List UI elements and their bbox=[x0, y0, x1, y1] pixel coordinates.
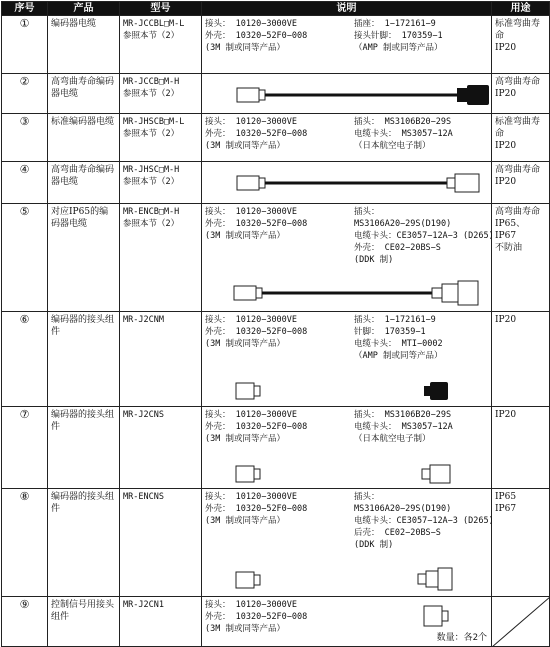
row-no: ⑦ bbox=[2, 407, 48, 489]
connector-shell-icon bbox=[234, 569, 264, 591]
use-line: IP65 bbox=[495, 492, 517, 502]
header-product: 产品 bbox=[48, 2, 120, 16]
desc-line: 外壳： 10320−52F0−008 bbox=[205, 129, 308, 139]
desc-left bbox=[205, 206, 355, 242]
use-line: 高弯曲寿命 bbox=[495, 207, 541, 217]
desc-line: (3M 制或同等产品） bbox=[205, 43, 285, 53]
desc-line: 插头： MS3106B20−29S bbox=[354, 410, 452, 420]
row-no: ① bbox=[2, 16, 48, 74]
row-product: 编码器的接头组件 bbox=[48, 407, 120, 489]
model-line: 参照本节（2） bbox=[123, 89, 180, 99]
desc-line: 外壳： 10320−52F0−008 bbox=[205, 219, 308, 229]
row-model bbox=[120, 597, 202, 647]
desc-line: 外壳： CE02−20BS−S bbox=[354, 243, 441, 253]
row-no: ② bbox=[2, 74, 48, 114]
use-line: IP20 bbox=[495, 141, 517, 151]
desc-line: 插头： 1−172161−9 bbox=[354, 315, 436, 325]
model-line: 参照本节（2） bbox=[123, 177, 180, 187]
row-model bbox=[120, 114, 202, 162]
desc-line: 插座： 1−172161−9 bbox=[354, 19, 436, 29]
desc-line: MS3106A20−29S(D190) bbox=[354, 504, 452, 514]
desc-line: 接头： 10120−3000VE bbox=[205, 600, 298, 610]
desc-right bbox=[354, 18, 504, 54]
desc-line: 接头： 10120−3000VE bbox=[205, 492, 298, 502]
row-desc bbox=[202, 114, 492, 162]
connector-plug-icon bbox=[416, 567, 456, 591]
desc-line: （日本航空电子制） bbox=[354, 141, 431, 151]
table-header-row bbox=[2, 2, 550, 16]
desc-line: 接头： 10120−3000VE bbox=[205, 207, 298, 217]
cable-assembly-diagram bbox=[235, 80, 495, 110]
header-no: 序号 bbox=[2, 2, 48, 16]
model-line: 参照本节（2） bbox=[123, 31, 180, 41]
desc-line: 电缆卡头： MTI−0002 bbox=[354, 339, 443, 349]
desc-line: (3M 制或同等产品） bbox=[205, 339, 285, 349]
desc-line: 接头： 10120−3000VE bbox=[205, 410, 298, 420]
row-model bbox=[120, 407, 202, 489]
row-model bbox=[120, 16, 202, 74]
use-line: IP20 bbox=[495, 410, 517, 420]
row-desc bbox=[202, 204, 492, 312]
model-line: MR-J2CNM bbox=[123, 315, 164, 325]
connector-shell-icon bbox=[234, 463, 264, 485]
desc-right bbox=[354, 206, 504, 266]
header-model: 型号 bbox=[120, 2, 202, 16]
row-no: ⑥ bbox=[2, 312, 48, 407]
desc-line: 外壳： 10320−52F0−008 bbox=[205, 612, 308, 622]
desc-line: （AMP 制或同等产品） bbox=[354, 43, 443, 53]
desc-line: 外壳： 10320−52F0−008 bbox=[205, 327, 308, 337]
use-line: 标准弯曲寿命 bbox=[495, 117, 541, 139]
use-line: IP67 bbox=[495, 504, 517, 514]
use-line: IP20 bbox=[495, 89, 517, 99]
desc-line: MS3106A20−29S(D190) bbox=[354, 219, 452, 229]
model-line: MR-JHSCB□M-L bbox=[123, 117, 185, 127]
model-line: MR-JCCB□M-H bbox=[123, 77, 180, 87]
desc-right bbox=[354, 491, 504, 551]
quantity-note: 数量：各2个 bbox=[436, 633, 487, 643]
model-line: 参照本节（2） bbox=[123, 219, 180, 229]
desc-left bbox=[205, 18, 355, 54]
model-line: MR-JHSC□M-H bbox=[123, 165, 180, 175]
row-desc bbox=[202, 312, 492, 407]
table-row bbox=[2, 597, 550, 647]
use-line: 高弯曲寿命 bbox=[495, 77, 541, 87]
row-product: 编码器电缆 bbox=[48, 16, 120, 74]
connector-plug-icon bbox=[420, 463, 454, 485]
desc-left bbox=[205, 409, 355, 445]
desc-line: 外壳： 10320−52F0−008 bbox=[205, 422, 308, 432]
row-model bbox=[120, 489, 202, 597]
desc-line: 插头： MS3106B20−29S bbox=[354, 117, 452, 127]
model-line: MR-J2CN1 bbox=[123, 600, 164, 610]
use-line: IP20 bbox=[495, 315, 517, 325]
cable-assembly-diagram bbox=[235, 168, 495, 198]
row-desc bbox=[202, 489, 492, 597]
use-line: 高弯曲寿命 bbox=[495, 165, 541, 175]
model-line: MR-ENCNS bbox=[123, 492, 164, 502]
row-use bbox=[492, 74, 550, 114]
use-line: 不防油 bbox=[495, 243, 523, 253]
header-desc: 说明 bbox=[202, 2, 492, 16]
row-product: 对应IP65的编码器电缆 bbox=[48, 204, 120, 312]
diagonal-slash bbox=[492, 597, 550, 647]
row-desc bbox=[202, 16, 492, 74]
desc-line: (3M 制或同等产品） bbox=[205, 141, 285, 151]
desc-line: 针脚： 170359−1 bbox=[354, 327, 426, 337]
desc-right bbox=[354, 314, 504, 362]
row-model bbox=[120, 204, 202, 312]
row-desc bbox=[202, 597, 492, 647]
row-product: 编码器的接头组件 bbox=[48, 312, 120, 407]
desc-line: (3M 制或同等产品） bbox=[205, 624, 285, 634]
table-row bbox=[2, 162, 550, 204]
desc-line: 插头： bbox=[354, 207, 380, 217]
use-line: IP65、IP67 bbox=[495, 219, 526, 241]
cable-spec-table bbox=[1, 1, 550, 647]
desc-right bbox=[354, 409, 504, 445]
table-row bbox=[2, 407, 550, 489]
desc-left bbox=[205, 599, 355, 635]
row-desc bbox=[202, 162, 492, 204]
row-model bbox=[120, 74, 202, 114]
desc-line: 电缆卡头： MS3057−12A bbox=[354, 422, 453, 432]
desc-line: 电缆卡头：CE3057−12A−3 (D265) bbox=[354, 231, 494, 241]
table-row bbox=[2, 114, 550, 162]
row-use-empty bbox=[492, 597, 550, 647]
row-no: ⑤ bbox=[2, 204, 48, 312]
desc-line: (3M 制或同等产品） bbox=[205, 434, 285, 444]
desc-left bbox=[205, 314, 355, 350]
row-product: 高弯曲寿命编码器电缆 bbox=[48, 162, 120, 204]
use-line: 标准弯曲寿命 bbox=[495, 19, 541, 41]
table-row bbox=[2, 16, 550, 74]
connector-shell-icon bbox=[234, 380, 264, 402]
desc-left bbox=[205, 116, 355, 152]
desc-line: 外壳： 10320−52F0−008 bbox=[205, 31, 308, 41]
row-no: ⑧ bbox=[2, 489, 48, 597]
row-desc bbox=[202, 74, 492, 114]
connector-shell-icon bbox=[422, 603, 452, 629]
model-line: MR-J2CNS bbox=[123, 410, 164, 420]
desc-line: 接头： 10120−3000VE bbox=[205, 315, 298, 325]
row-model bbox=[120, 162, 202, 204]
table-row bbox=[2, 312, 550, 407]
desc-line: 接头： 10120−3000VE bbox=[205, 19, 298, 29]
desc-line: 插头： bbox=[354, 492, 380, 502]
desc-left bbox=[205, 491, 355, 527]
desc-line: 接头： 10120−3000VE bbox=[205, 117, 298, 127]
row-model bbox=[120, 312, 202, 407]
row-product: 标准编码器电缆 bbox=[48, 114, 120, 162]
desc-line: 后壳： CE02−20BS−S bbox=[354, 528, 441, 538]
desc-line: (3M 制或同等产品） bbox=[205, 231, 285, 241]
table-row bbox=[2, 74, 550, 114]
desc-line: (3M 制或同等产品） bbox=[205, 516, 285, 526]
desc-line: （AMP 制或同等产品） bbox=[354, 351, 443, 361]
desc-line: (DDK 制) bbox=[354, 255, 394, 265]
row-no: ⑨ bbox=[2, 597, 48, 647]
desc-line: 外壳： 10320−52F0−008 bbox=[205, 504, 308, 514]
row-desc bbox=[202, 407, 492, 489]
table-row bbox=[2, 204, 550, 312]
row-no: ③ bbox=[2, 114, 48, 162]
model-line: MR-JCCBL□M-L bbox=[123, 19, 185, 29]
header-use: 用途 bbox=[492, 2, 550, 16]
desc-line: 电缆卡头： MS3057−12A bbox=[354, 129, 453, 139]
desc-line: （日本航空电子制） bbox=[354, 434, 431, 444]
model-line: MR-ENCB□M-H bbox=[123, 207, 180, 217]
row-product: 控制信号用接头组件 bbox=[48, 597, 120, 647]
desc-line: 接头针脚： 170359−1 bbox=[354, 31, 443, 41]
table-row bbox=[2, 489, 550, 597]
model-line: 参照本节（2） bbox=[123, 129, 180, 139]
row-no: ④ bbox=[2, 162, 48, 204]
row-use bbox=[492, 162, 550, 204]
row-product: 编码器的接头组件 bbox=[48, 489, 120, 597]
desc-line: 电缆卡头：CE3057−12A−3 (D265) bbox=[354, 516, 494, 526]
cable-assembly-diagram bbox=[232, 278, 492, 308]
desc-line: (DDK 制) bbox=[354, 540, 394, 550]
connector-plug-icon bbox=[422, 380, 452, 402]
row-product: 高弯曲寿命编码器电缆 bbox=[48, 74, 120, 114]
use-line: IP20 bbox=[495, 177, 517, 187]
use-line: IP20 bbox=[495, 43, 517, 53]
desc-right bbox=[354, 116, 504, 152]
